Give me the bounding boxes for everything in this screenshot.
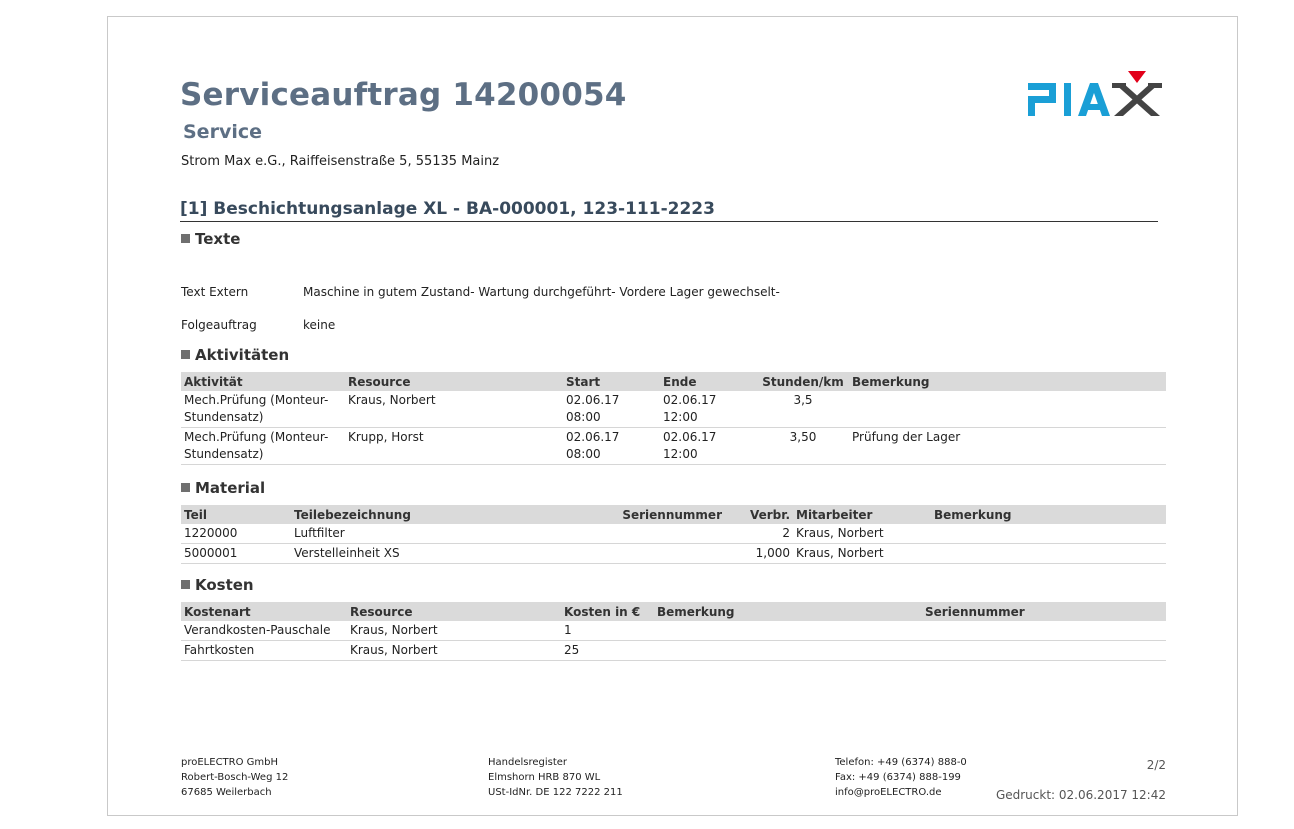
footer-line: Fax: +49 (6374) 888-199 — [835, 772, 961, 783]
table-cell: 5000001 — [181, 544, 291, 564]
table-header-row — [181, 372, 1166, 391]
customer-address: Strom Max e.G., Raiffeisenstraße 5, 55135 Mainz — [181, 154, 500, 169]
column-header: Start — [563, 372, 660, 391]
table-cell: 02.06.17 08:00 — [563, 391, 660, 428]
text-extern-label: Text Extern — [181, 285, 249, 299]
footer-line: info@proELECTRO.de — [835, 787, 942, 798]
section-aktivitaeten-label: Aktivitäten — [195, 346, 290, 364]
table-cell — [531, 544, 725, 564]
table-cell — [922, 641, 1166, 661]
column-header: Resource — [347, 602, 561, 621]
table-cell: 25 — [561, 641, 654, 661]
table-row — [181, 621, 1166, 641]
table-cell: Verstelleinheit XS — [291, 544, 531, 564]
section-material-heading — [181, 479, 265, 497]
table-cell: Kraus, Norbert — [345, 391, 563, 428]
column-header: Bemerkung — [931, 505, 1166, 524]
kosten-table — [181, 602, 1166, 661]
column-header: Bemerkung — [849, 372, 1166, 391]
table-cell — [531, 524, 725, 544]
text-extern-row — [181, 285, 780, 299]
footer-line: Elmshorn HRB 870 WL — [488, 772, 601, 783]
column-header: Teil — [181, 505, 291, 524]
company-logo — [1026, 71, 1162, 119]
section-kosten-label: Kosten — [195, 576, 254, 594]
column-header: Kostenart — [181, 602, 347, 621]
footer-company — [181, 755, 288, 800]
footer-line: proELECTRO GmbH — [181, 757, 279, 768]
footer-contact — [835, 755, 967, 800]
table-cell: Mech.Prüfung (Monteur-Stundensatz) — [181, 391, 345, 428]
table-header-row — [181, 602, 1166, 621]
footer-line: Robert-Bosch-Weg 12 — [181, 772, 289, 783]
footer-line: 67685 Weilerbach — [181, 787, 272, 798]
page-number: 2/2 — [1146, 758, 1166, 772]
machine-heading: [1] Beschichtungsanlage XL - BA-000001, 123-111-2223 — [180, 199, 1158, 222]
table-cell: 1220000 — [181, 524, 291, 544]
column-header: Kosten in € — [561, 602, 654, 621]
column-header: Stunden/km — [757, 372, 849, 391]
table-cell: 1,000 — [725, 544, 793, 564]
footer-register — [488, 755, 623, 800]
folgeauftrag-value: keine — [303, 318, 336, 332]
column-header: Mitarbeiter — [793, 505, 931, 524]
table-row — [181, 428, 1166, 465]
bullet-square-icon — [181, 580, 190, 589]
table-cell: 02.06.17 12:00 — [660, 428, 757, 465]
section-kosten-heading — [181, 576, 254, 594]
table-cell — [931, 544, 1166, 564]
table-cell: Verandkosten-Pauschale — [181, 621, 347, 641]
bullet-square-icon — [181, 350, 190, 359]
column-header: Aktivität — [181, 372, 345, 391]
printed-timestamp: Gedruckt: 02.06.2017 12:42 — [995, 788, 1166, 802]
column-header: Verbr. — [725, 505, 793, 524]
table-cell — [849, 391, 1166, 428]
folgeauftrag-label: Folgeauftrag — [181, 318, 257, 332]
table-header-row — [181, 505, 1166, 524]
table-cell: 02.06.17 12:00 — [660, 391, 757, 428]
footer-line: USt-IdNr. DE 122 7222 211 — [488, 787, 623, 798]
material-table — [181, 505, 1166, 564]
table-cell — [931, 524, 1166, 544]
table-row — [181, 391, 1166, 428]
table-cell: Mech.Prüfung (Monteur-Stundensatz) — [181, 428, 345, 465]
table-cell: 2 — [725, 524, 793, 544]
section-aktivitaeten-heading — [181, 346, 289, 364]
bullet-square-icon — [181, 234, 190, 243]
aktivitaeten-table — [181, 372, 1166, 465]
section-texte-heading — [181, 230, 240, 248]
table-row — [181, 641, 1166, 661]
table-cell: Krupp, Horst — [345, 428, 563, 465]
table-cell: Kraus, Norbert — [793, 524, 931, 544]
table-cell — [654, 621, 922, 641]
section-texte-label: Texte — [195, 230, 241, 248]
table-cell: Prüfung der Lager — [849, 428, 1166, 465]
text-extern-value: Maschine in gutem Zustand- Wartung durchgeführt- Vordere Lager gewechselt- — [303, 285, 780, 299]
table-cell — [922, 621, 1166, 641]
table-cell — [654, 641, 922, 661]
table-cell: Kraus, Norbert — [793, 544, 931, 564]
column-header: Seriennummer — [922, 602, 1166, 621]
column-header: Bemerkung — [654, 602, 922, 621]
table-cell: Kraus, Norbert — [347, 641, 561, 661]
table-cell: Fahrtkosten — [181, 641, 347, 661]
column-header: Resource — [345, 372, 563, 391]
table-cell: 02.06.17 08:00 — [563, 428, 660, 465]
table-cell: 1 — [561, 621, 654, 641]
column-header: Seriennummer — [531, 505, 725, 524]
document-title: Serviceauftrag 14200054 — [180, 77, 627, 113]
folgeauftrag-row — [181, 318, 335, 332]
column-header: Teilebezeichnung — [291, 505, 531, 524]
table-row — [181, 544, 1166, 564]
table-cell: Luftfilter — [291, 524, 531, 544]
footer-line: Telefon: +49 (6374) 888-0 — [835, 757, 967, 768]
table-cell: Kraus, Norbert — [347, 621, 561, 641]
column-header: Ende — [660, 372, 757, 391]
piax-logo-icon — [1026, 71, 1162, 119]
table-cell: 3,50 — [757, 428, 849, 465]
document-subtitle: Service — [183, 121, 262, 143]
section-material-label: Material — [195, 479, 266, 497]
document-page — [107, 16, 1238, 816]
table-cell: 3,5 — [757, 391, 849, 428]
bullet-square-icon — [181, 483, 190, 492]
footer-line: Handelsregister — [488, 757, 568, 768]
table-row — [181, 524, 1166, 544]
